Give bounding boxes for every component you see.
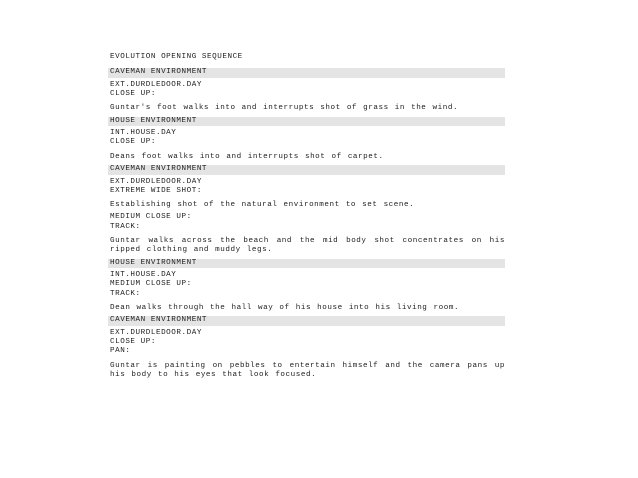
scene-heading: EXT.DURDLEDOOR.DAY [110, 177, 202, 186]
action-text: Deans foot walks into and interrupts shot of carpet. [110, 152, 384, 161]
shot-type: EXTREME WIDE SHOT: [110, 186, 202, 195]
shot-type: CLOSE UP: [110, 138, 156, 147]
scene-heading: INT.HOUSE.DAY [110, 129, 177, 138]
shot-type: CLOSE UP: [110, 90, 156, 99]
shot-headings [108, 81, 505, 100]
action-text: Establishing shot of the natural environment to set scene. [110, 201, 415, 210]
camera-move: TRACK: [110, 222, 141, 231]
shot-type: MEDIUM CLOSE UP: [110, 280, 192, 289]
environment-header: CAVEMAN ENVIRONMENT [108, 68, 505, 78]
shot-headings [108, 129, 505, 148]
script-page [108, 53, 505, 383]
environment-header: CAVEMAN ENVIRONMENT [108, 316, 505, 326]
camera-move: TRACK: [110, 289, 141, 298]
action-text: Guntar is painting on pebbles to entertain himself and the camera pans up his body to his eyes that look focused. [110, 361, 505, 380]
shot-headings [108, 329, 505, 357]
environment-header: HOUSE ENVIRONMENT [108, 117, 505, 127]
shot-headings [108, 178, 505, 197]
environment-header: HOUSE ENVIRONMENT [108, 259, 505, 269]
camera-move: PAN: [110, 347, 131, 356]
scene-heading: EXT.DURDLEDOOR.DAY [110, 328, 202, 337]
shot-type: CLOSE UP: [110, 338, 156, 347]
document-title: EVOLUTION OPENING SEQUENCE [110, 53, 243, 61]
action-text: Guntar walks across the beach and the mid body shot concentrates on his ripped clothing and muddy legs. [110, 237, 505, 255]
shot-type: MEDIUM CLOSE UP: [110, 213, 192, 222]
action-text: Guntar's foot walks into and interrupts shot of grass in the wind. [110, 104, 459, 113]
environment-header: CAVEMAN ENVIRONMENT [108, 165, 505, 175]
shot-headings [108, 271, 505, 299]
scene-heading: EXT.DURDLEDOOR.DAY [110, 80, 202, 89]
shot-headings [108, 213, 505, 232]
action-text: Dean walks through the hall way of his house into his living room. [110, 304, 460, 313]
scene-heading: INT.HOUSE.DAY [110, 271, 177, 280]
